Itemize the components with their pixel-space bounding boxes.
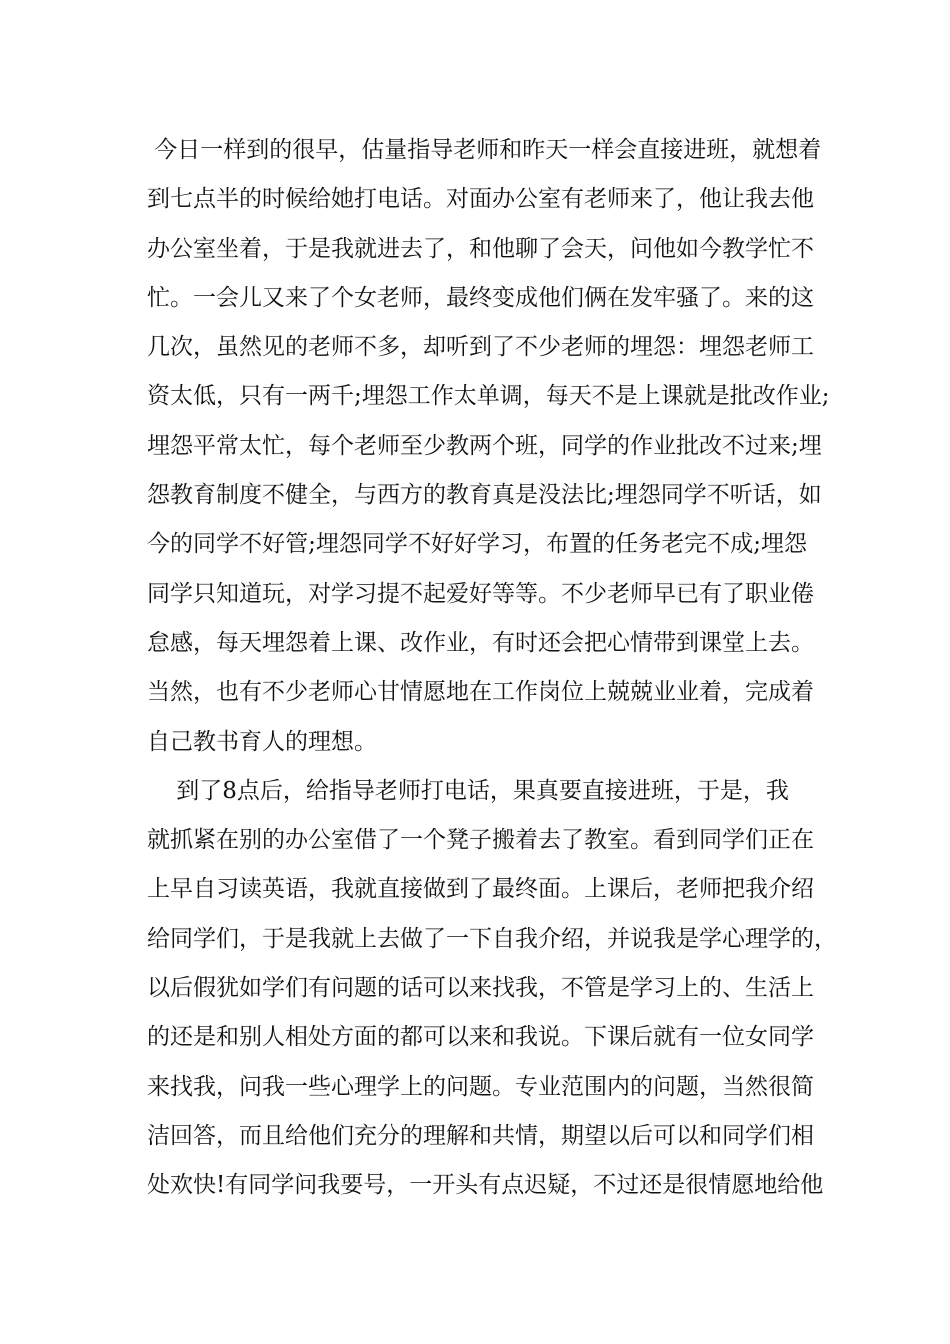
text-line: 到了8点后，给指导老师打电话，果真要直接进班，于是，我: [147, 777, 789, 804]
text-line: 以后假犹如学们有问题的话可以来找我，不管是学习上的、生活上: [147, 975, 814, 1002]
text-line: 的还是和别人相处方面的都可以来和我说。下课后就有一位女同学: [147, 1024, 814, 1051]
text-line: 资太低，只有一两千;埋怨工作太单调，每天不是上课就是批改作业;: [147, 383, 830, 410]
text-line: 怠感，每天埋怨着上课、改作业，有时还会把心情带到课堂上去。: [147, 629, 814, 656]
text-line: 埋怨平常太忙，每个老师至少教两个班，同学的作业批改不过来;埋: [147, 432, 822, 459]
text-line: 来找我，问我一些心理学上的问题。专业范围内的问题，当然很简: [147, 1073, 814, 1100]
text-line: 给同学们，于是我就上去做了一下自我介绍，并说我是学心理学的，: [147, 925, 837, 952]
text-line: 就抓紧在别的办公室借了一个凳子搬着去了教室。看到同学们正在: [147, 827, 814, 854]
text-line: 同学只知道玩，对学习提不起爱好等等。不少老师早已有了职业倦: [147, 580, 814, 607]
text-line: 自己教书育人的理想。: [147, 728, 377, 755]
text-line: 处欢快!有同学问我要号，一开头有点迟疑，不过还是很情愿地给他: [147, 1172, 824, 1199]
text-line: 几次，虽然见的老师不多，却听到了不少老师的埋怨：埋怨老师工: [147, 334, 814, 361]
text-line: 到七点半的时候给她打电话。对面办公室有老师来了，他让我去他: [147, 186, 814, 213]
text-line: 办公室坐着，于是我就进去了，和他聊了会天，问他如今教学忙不: [147, 235, 814, 262]
text-line: 今的同学不好管;埋怨同学不好好学习，布置的任务老完不成;埋怨: [147, 531, 807, 558]
text-line: 上早自习读英语，我就直接做到了最终面。上课后，老师把我介绍: [147, 876, 814, 903]
text-line: 今日一样到的很早，估量指导老师和昨天一样会直接进班，就想着: [147, 137, 822, 163]
body-text: [147, 126, 837, 1211]
text-line: 忙。一会儿又来了个女老师，最终变成他们俩在发牢骚了。来的这: [147, 284, 814, 311]
text-line: 怨教育制度不健全，与西方的教育真是没法比;埋怨同学不听话，如: [147, 482, 822, 509]
text-line: 洁回答，而且给他们充分的理解和共情，期望以后可以和同学们相: [147, 1122, 814, 1149]
text-line: 当然，也有不少老师心甘情愿地在工作岗位上兢兢业业着，完成着: [147, 679, 814, 706]
